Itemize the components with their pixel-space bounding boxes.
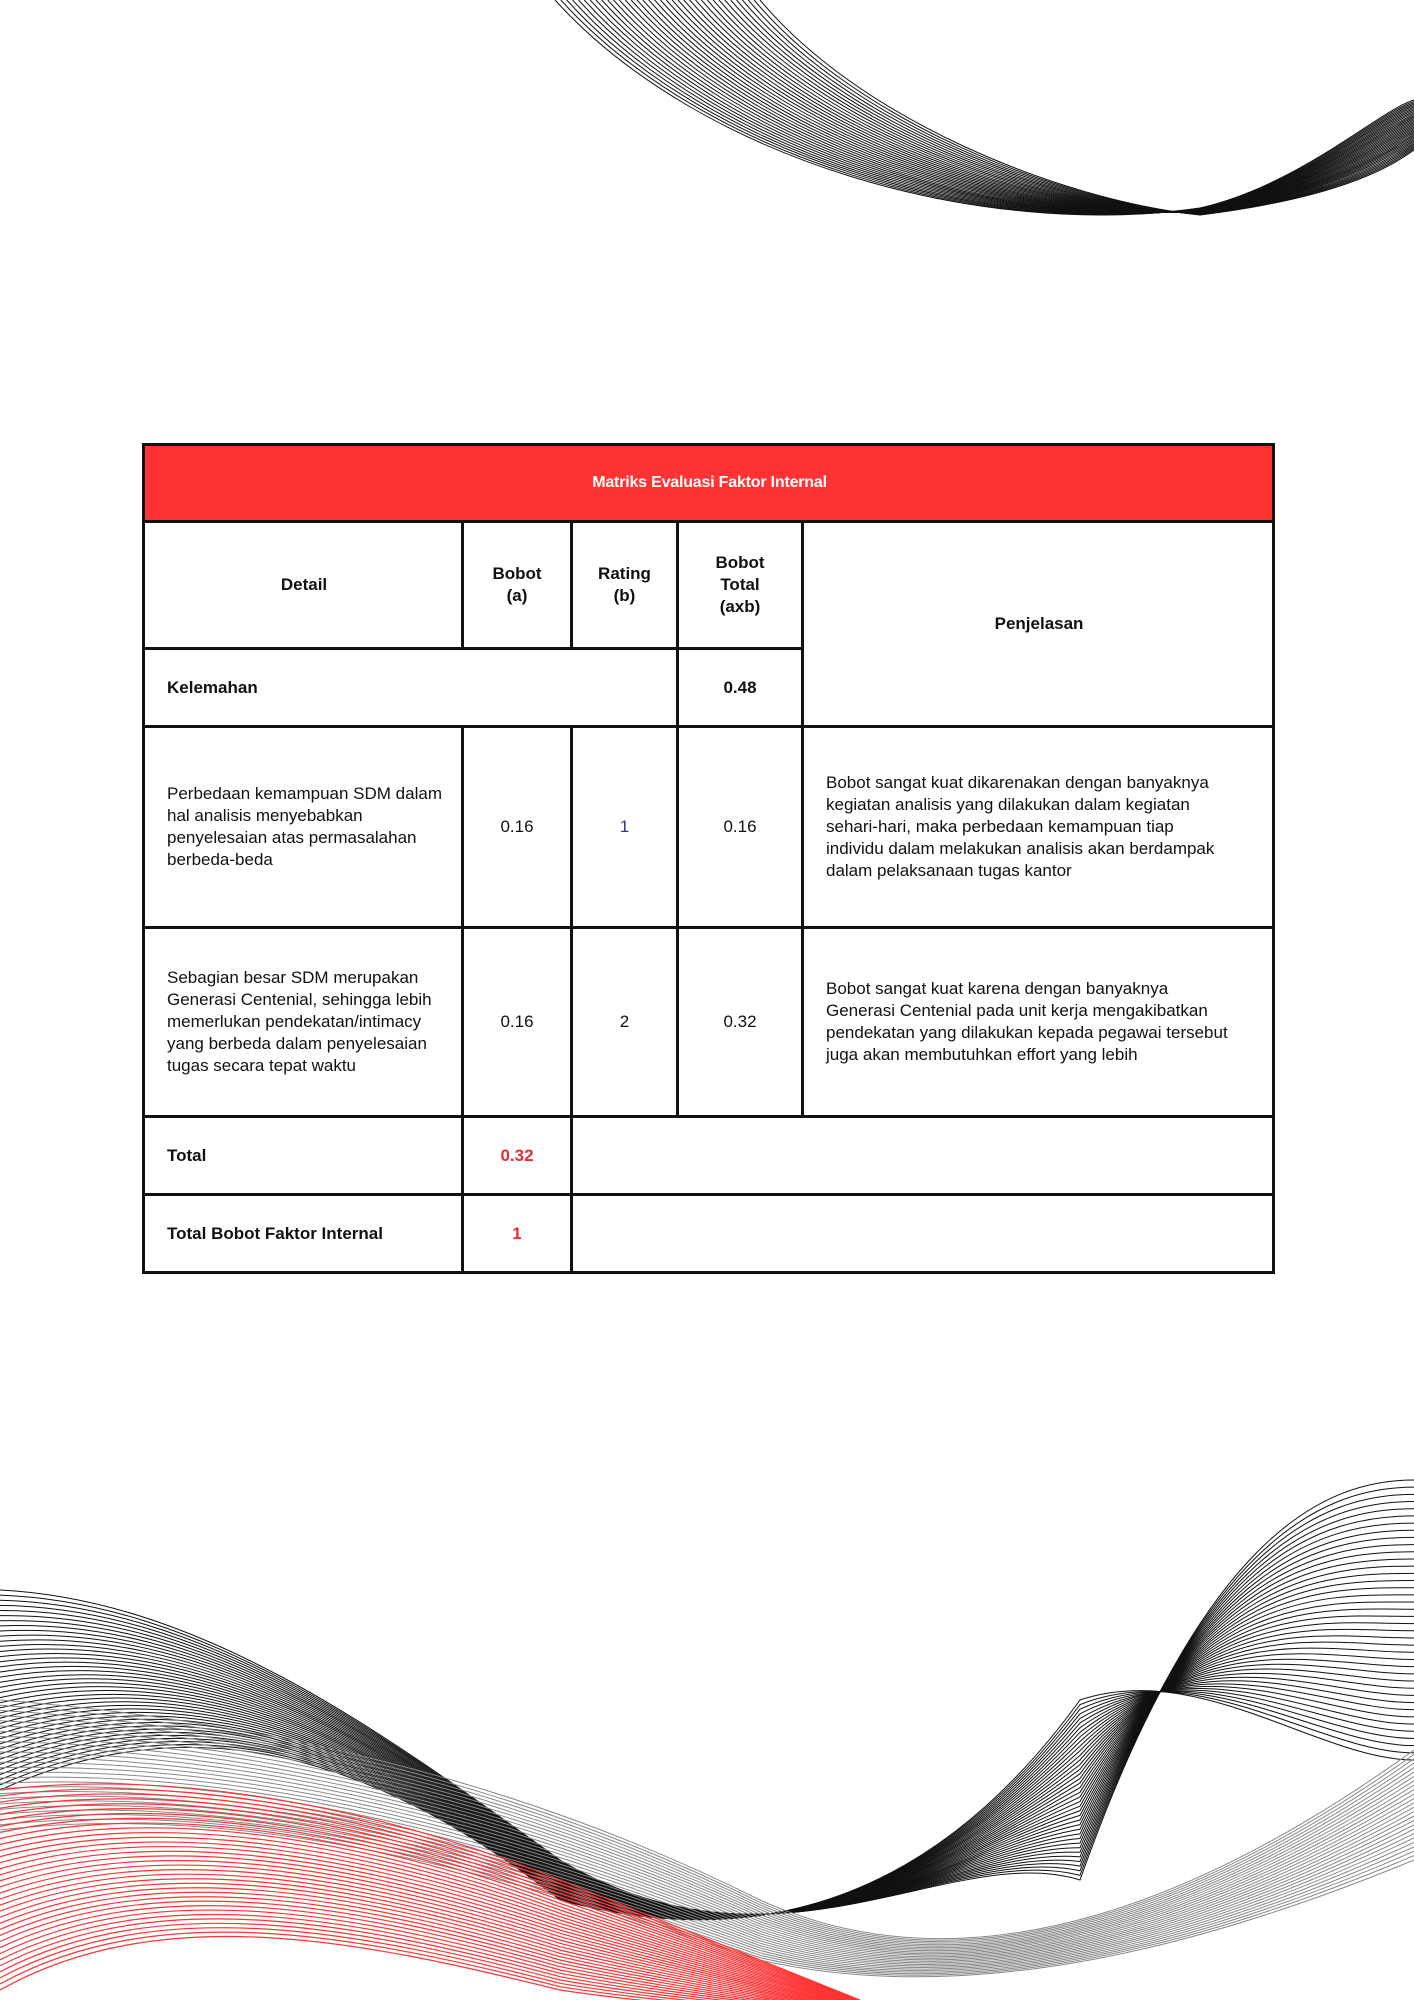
wave-line: [0, 1824, 1414, 1977]
wave-line: [0, 1736, 1414, 1949]
grand-total-row: [144, 1195, 1274, 1273]
wave-line: [0, 1906, 860, 2000]
header-bobot-total: [678, 522, 803, 649]
wave-line: [0, 1804, 860, 2000]
row-rating: 2: [572, 928, 678, 1117]
header-bobot-line1: Bobot: [492, 564, 542, 583]
wave-line: [0, 1767, 1414, 1958]
wave-line: [0, 1602, 1414, 1916]
wave-line: [0, 1487, 1414, 1914]
wave-line: [0, 1705, 1414, 1940]
wave-line: [0, 1791, 1414, 1966]
header-rating-line2: (b): [613, 586, 636, 605]
wave-line: [725, 0, 1414, 214]
wave-line: [602, 0, 1414, 213]
wave-line: [0, 1810, 1414, 1972]
wave-line: [0, 1815, 1414, 1974]
row-total: 0.32: [678, 928, 803, 1117]
table-row: [144, 928, 1274, 1117]
wave-line: [0, 1923, 860, 2000]
wave-line: [0, 1870, 860, 2000]
bottom-wave-pattern-black: [0, 1480, 1414, 1920]
wave-line: [619, 0, 1414, 213]
wave-line: [649, 0, 1414, 212]
wave-line: [0, 1919, 860, 2000]
wave-line: [0, 1910, 860, 2000]
wave-line: [0, 1523, 1414, 1915]
wave-line: [690, 0, 1414, 213]
header-bobot-line2: (a): [506, 586, 528, 605]
wave-line: [0, 1686, 1414, 1918]
wave-line: [0, 1796, 1414, 1967]
wave-line: [0, 1819, 1414, 1975]
wave-line: [0, 1654, 1414, 1917]
wave-line: [696, 0, 1414, 213]
wave-line: [643, 0, 1414, 212]
wave-line: [0, 1691, 1414, 1920]
wave-line: [0, 1659, 1414, 1917]
wave-line: [0, 1823, 860, 2000]
row-detail: Sebagian besar SDM merupakan Generasi Centenial, sehingga lebih memerlukan pendekatan/intimacy yang berbeda dalam penyelesaian tugas secara tepat waktu: [144, 928, 463, 1117]
wave-line: [0, 1623, 1414, 1916]
row-bobot: 0.16: [463, 928, 572, 1117]
wave-line: [0, 1609, 1414, 1916]
wave-line: [561, 0, 1414, 215]
wave-line: [584, 0, 1414, 214]
wave-line: [0, 1494, 1414, 1914]
wave-line: [0, 1559, 1414, 1915]
wave-line: [608, 0, 1414, 213]
row-bobot: 0.16: [463, 727, 572, 928]
wave-line: [0, 1642, 1414, 1916]
wave-line: [0, 1936, 860, 2000]
wave-line: [701, 0, 1414, 213]
wave-line: [0, 1726, 1414, 1946]
wave-line: [0, 1595, 1414, 1916]
table-title: Matriks Evaluasi Faktor Internal: [144, 445, 1274, 522]
row-penjelasan: Bobot sangat kuat dikarenakan dengan banyaknya kegiatan analisis yang dilakukan dalam kegiatan sehari-hari, maka perbedaan kemampuan tiap individu dalam melakukan analisis akan berdampak dalam pelaksanaan tugas kantor: [803, 727, 1274, 928]
header-rating-line1: Rating: [598, 564, 651, 583]
wave-line: [0, 1480, 1414, 1914]
wave-line: [0, 1901, 860, 2000]
wave-line: [0, 1784, 860, 2000]
wave-line: [0, 1787, 1414, 1965]
wave-line: [760, 0, 1414, 215]
wave-line: [0, 1809, 860, 2000]
wave-line: [567, 0, 1414, 214]
wave-line: [0, 1669, 1414, 1917]
wave-line: [0, 1782, 1414, 1963]
wave-line: [596, 0, 1414, 213]
wave-line: [0, 1691, 1414, 1919]
wave-line: [742, 0, 1414, 214]
wave-line: [0, 1801, 1414, 1969]
wave-line: [0, 1681, 1414, 1918]
wave-line: [0, 1648, 1414, 1917]
wave-line: [655, 0, 1414, 212]
wave-line: [0, 1677, 1414, 1917]
wave-line: [0, 1684, 1414, 1918]
wave-line: [0, 1897, 860, 2000]
wave-line: [0, 1828, 860, 2000]
wave-line: [0, 1818, 860, 2000]
wave-line: [0, 1851, 860, 2000]
wave-line: [555, 0, 1414, 215]
bottom-wave-pattern-red: [0, 1784, 860, 2000]
wave-line: [0, 1710, 1414, 1941]
total-value: 0.32: [463, 1117, 572, 1195]
wave-line: [0, 1716, 1414, 1944]
wave-line: [731, 0, 1414, 214]
header-detail: Detail: [144, 522, 463, 649]
wave-line: [0, 1588, 1414, 1916]
row-penjelasan: Bobot sangat kuat karena dengan banyaknya Generasi Centenial pada unit kerja mengakibatkan pendekatan yang dilakukan kepada pegawai tersebut juga akan membutuhkan effort yang lebih: [803, 928, 1274, 1117]
wave-line: [678, 0, 1414, 212]
header-penjelasan: Penjelasan: [803, 522, 1274, 727]
wave-line: [0, 1688, 1414, 1918]
grand-total-label: Total Bobot Faktor Internal: [144, 1195, 463, 1273]
wave-line: [0, 1794, 860, 2000]
wave-line: [0, 1636, 1414, 1917]
row-rating: 1: [572, 727, 678, 928]
wave-line: [0, 1837, 860, 2000]
wave-line: [0, 1799, 860, 2000]
wave-line: [0, 1530, 1414, 1914]
wave-line: [0, 1691, 1414, 1919]
wave-line: [684, 0, 1414, 212]
wave-line: [0, 1777, 1414, 1961]
wave-line: [0, 1762, 1414, 1957]
wave-line: [0, 1552, 1414, 1915]
wave-line: [625, 0, 1414, 212]
wave-line: [0, 1892, 860, 2000]
bottom-wave-pattern-grey: [0, 1700, 1414, 1977]
wave-line: [737, 0, 1414, 214]
wave-line: [0, 1883, 860, 2000]
wave-line: [0, 1629, 1414, 1916]
wave-line: [637, 0, 1414, 212]
section-value: 0.48: [678, 649, 803, 727]
wave-line: [0, 1721, 1414, 1945]
wave-line: [0, 1847, 860, 2000]
header-row: [144, 522, 1274, 649]
top-right-wave-pattern: [555, 0, 1414, 215]
wave-line: [0, 1932, 860, 2000]
wave-line: [748, 0, 1414, 215]
wave-line: [0, 1573, 1414, 1915]
wave-line: [578, 0, 1414, 214]
total-label: Total: [144, 1117, 463, 1195]
wave-line: [614, 0, 1414, 213]
wave-line: [0, 1874, 860, 2000]
wave-line: [573, 0, 1414, 214]
wave-line: [0, 1752, 1414, 1954]
wave-line: [0, 1537, 1414, 1914]
wave-line: [0, 1747, 1414, 1952]
wave-line: [0, 1814, 860, 2000]
wave-line: [0, 1842, 860, 2000]
total-row: [144, 1117, 1274, 1195]
table-title-row: [144, 445, 1274, 522]
wave-line: [0, 1914, 860, 2000]
wave-line: [0, 1928, 860, 2000]
header-total-line1: Bobot: [715, 553, 765, 572]
grand-total-value: 1: [463, 1195, 572, 1273]
section-label: Kelemahan: [144, 649, 678, 727]
wave-line: [0, 1502, 1414, 1915]
header-rating: [572, 522, 678, 649]
wave-line: [660, 0, 1414, 212]
wave-line: [0, 1888, 860, 2000]
header-bobot: [463, 522, 572, 649]
wave-line: [0, 1700, 1414, 1939]
grand-total-empty-cell: [572, 1195, 1274, 1273]
wave-line: [0, 1581, 1414, 1916]
wave-line: [0, 1757, 1414, 1955]
wave-line: [0, 1690, 1414, 1919]
wave-line: [590, 0, 1414, 213]
total-empty-cell: [572, 1117, 1274, 1195]
wave-line: [0, 1673, 1414, 1917]
row-detail: Perbedaan kemampuan SDM dalam hal analisis menyebabkan penyelesaian atas permasalahan berbeda-beda: [144, 727, 463, 928]
wave-line: [0, 1879, 860, 2000]
wave-line: [0, 1509, 1414, 1915]
wave-line: [0, 1545, 1414, 1915]
row-total: 0.16: [678, 727, 803, 928]
wave-line: [0, 1742, 1414, 1951]
wave-line: [672, 0, 1414, 212]
wave-line: [0, 1772, 1414, 1960]
wave-line: [0, 1616, 1414, 1916]
header-total-line3: (axb): [719, 597, 761, 616]
wave-line: [0, 1805, 1414, 1970]
wave-line: [0, 1731, 1414, 1948]
wave-line: [719, 0, 1414, 214]
wave-line: [0, 1789, 860, 2000]
wave-line: [0, 1860, 860, 2000]
wave-line: [0, 1664, 1414, 1917]
wave-line: [0, 1691, 1414, 1919]
wave-line: [631, 0, 1414, 212]
wave-line: [0, 1516, 1414, 1915]
wave-line: [707, 0, 1414, 213]
wave-line: [0, 1865, 860, 2000]
wave-line: [0, 1856, 860, 2000]
wave-line: [713, 0, 1414, 213]
wave-line: [666, 0, 1414, 212]
wave-line: [0, 1566, 1414, 1915]
evaluation-matrix-table: [142, 443, 1275, 1274]
wave-line: [0, 1833, 860, 2000]
wave-line: [754, 0, 1414, 215]
table-row: [144, 727, 1274, 928]
header-total-line2: Total: [720, 575, 760, 594]
